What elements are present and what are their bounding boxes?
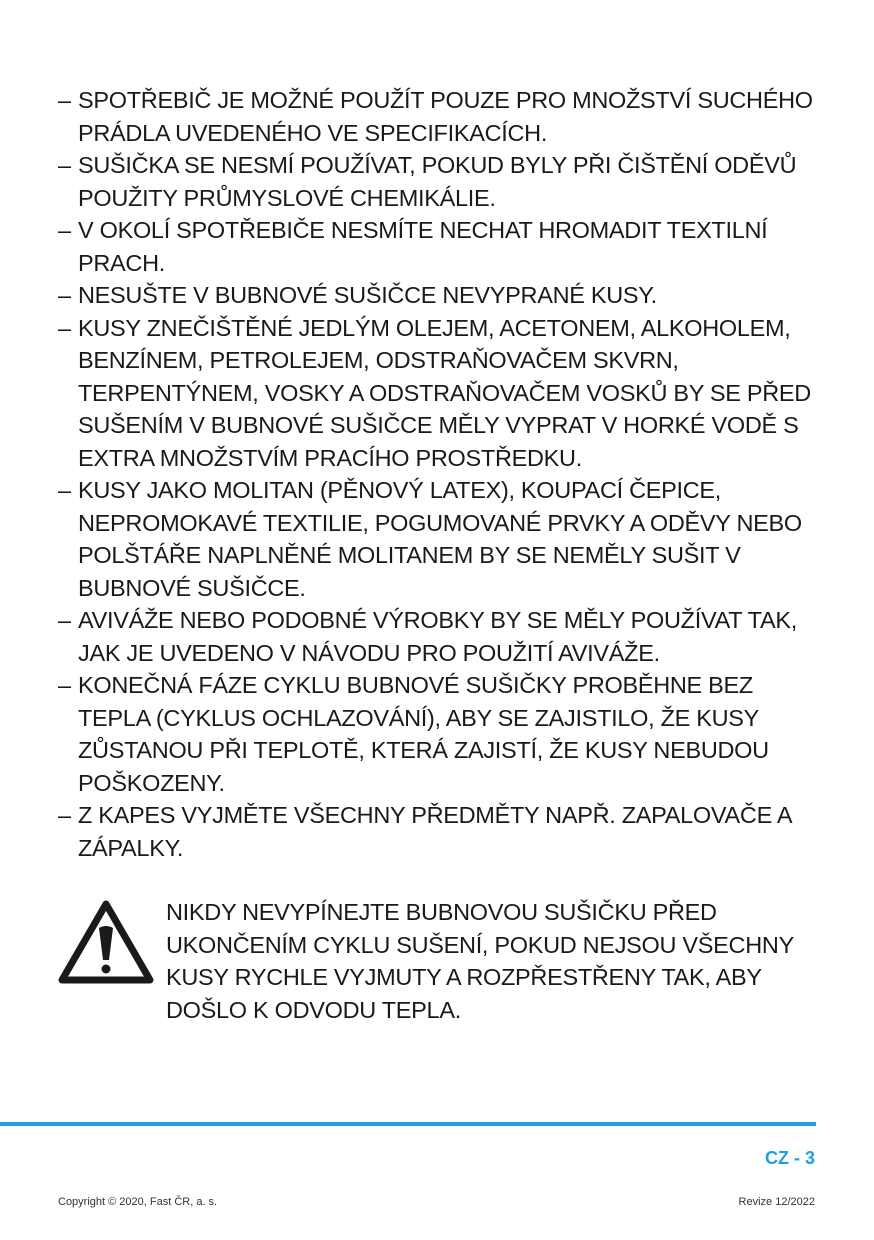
safety-instructions-list bbox=[58, 84, 828, 864]
warning-text: NIKDY NEVYPÍNEJTE BUBNOVOU SUŠIČKU PŘED UKONČENÍM CYKLU SUŠENÍ, POKUD NEJSOU VŠECHNY KUSY RYCHLE VYJMUTY A ROZPŘESTŘENY TAK, ABY DOŠLO K ODVODU TEPLA. bbox=[166, 899, 794, 1023]
list-item-text: KUSY JAKO MOLITAN (PĚNOVÝ LATEX), KOUPACÍ ČEPICE, NEPROMOKAVÉ TEXTILIE, POGUMOVANÉ PRVKY A ODĚVY NEBO POLŠTÁŘE NAPLNĚNÉ MOLITANEM BY SE NEMĚLY SUŠIT V BUBNOVÉ SUŠIČCE. bbox=[78, 477, 802, 601]
list-item bbox=[58, 669, 828, 799]
bullet-dash: – bbox=[58, 672, 71, 698]
bullet-dash: – bbox=[58, 217, 71, 243]
bullet-dash: – bbox=[58, 802, 71, 828]
list-item bbox=[58, 604, 828, 669]
list-item-text: AVIVÁŽE NEBO PODOBNÉ VÝROBKY BY SE MĚLY POUŽÍVAT TAK, JAK JE UVEDENO V NÁVODU PRO POUŽITÍ AVIVÁŽE. bbox=[78, 607, 797, 666]
bullet-dash: – bbox=[58, 314, 71, 341]
list-item-text: SPOTŘEBIČ JE MOŽNÉ POUŽÍT POUZE PRO MNOŽSTVÍ SUCHÉHO PRÁDLA UVEDENÉHO VE SPECIFIKACÍCH. bbox=[78, 87, 813, 146]
bullet-dash: – bbox=[58, 477, 71, 503]
list-item bbox=[58, 214, 828, 279]
bullet-dash: – bbox=[58, 87, 71, 113]
list-item-text: SUŠIČKA SE NESMÍ POUŽÍVAT, POKUD BYLY PŘI ČIŠTĚNÍ ODĚVŮ POUŽITY PRŮMYSLOVÉ CHEMIKÁLIE. bbox=[78, 152, 797, 211]
list-item bbox=[58, 799, 828, 864]
bullet-dash: – bbox=[58, 282, 71, 308]
list-item-text: V OKOLÍ SPOTŘEBIČE NESMÍTE NECHAT HROMADIT TEXTILNÍ PRACH. bbox=[78, 217, 768, 276]
list-item-text: KUSY ZNEČIŠTĚNÉ JEDLÝM OLEJEM, ACETONEM, ALKOHOLEM, BENZÍNEM, PETROLEJEM, ODSTRAŇOVAČEM SKVRN, TERPENTÝNEM, VOSKY A ODSTRAŇOVAČEM VOSKŮ BY SE PŘED SUŠENÍM V BUBNOVÉ SUŠIČCE MĚLY VYPRAT V HORKÉ VODĚ S EXTRA MNOŽSTVÍM PRACÍHO PROSTŘEDKU. bbox=[78, 314, 811, 471]
list-item-text: KONEČNÁ FÁZE CYKLU BUBNOVÉ SUŠIČKY PROBĚHNE BEZ TEPLA (CYKLUS OCHLAZOVÁNÍ), ABY SE ZAJISTILO, ŽE KUSY ZŮSTANOU PŘI TEPLOTĚ, KTERÁ ZAJISTÍ, ŽE KUSY NEBUDOU POŠKOZENY. bbox=[78, 672, 769, 796]
bullet-dash: – bbox=[58, 607, 71, 633]
bullet-dash: – bbox=[58, 152, 71, 178]
list-item bbox=[58, 279, 828, 312]
list-item-text: NESUŠTE V BUBNOVÉ SUŠIČCE NEVYPRANÉ KUSY. bbox=[78, 282, 657, 308]
revision-text: Revize 12/2022 bbox=[738, 1196, 815, 1208]
list-item bbox=[58, 312, 828, 475]
list-item-text: Z KAPES VYJMĚTE VŠECHNY PŘEDMĚTY NAPŘ. ZAPALOVAČE A ZÁPALKY. bbox=[78, 802, 791, 861]
list-item bbox=[58, 84, 828, 149]
list-item bbox=[58, 149, 828, 214]
footer-divider bbox=[0, 1122, 816, 1126]
page-number: CZ - 3 bbox=[764, 1148, 815, 1168]
list-item bbox=[58, 474, 828, 604]
copyright-text: Copyright © 2020, Fast ČR, a. s. bbox=[58, 1196, 218, 1208]
warning-triangle-icon bbox=[58, 900, 154, 984]
